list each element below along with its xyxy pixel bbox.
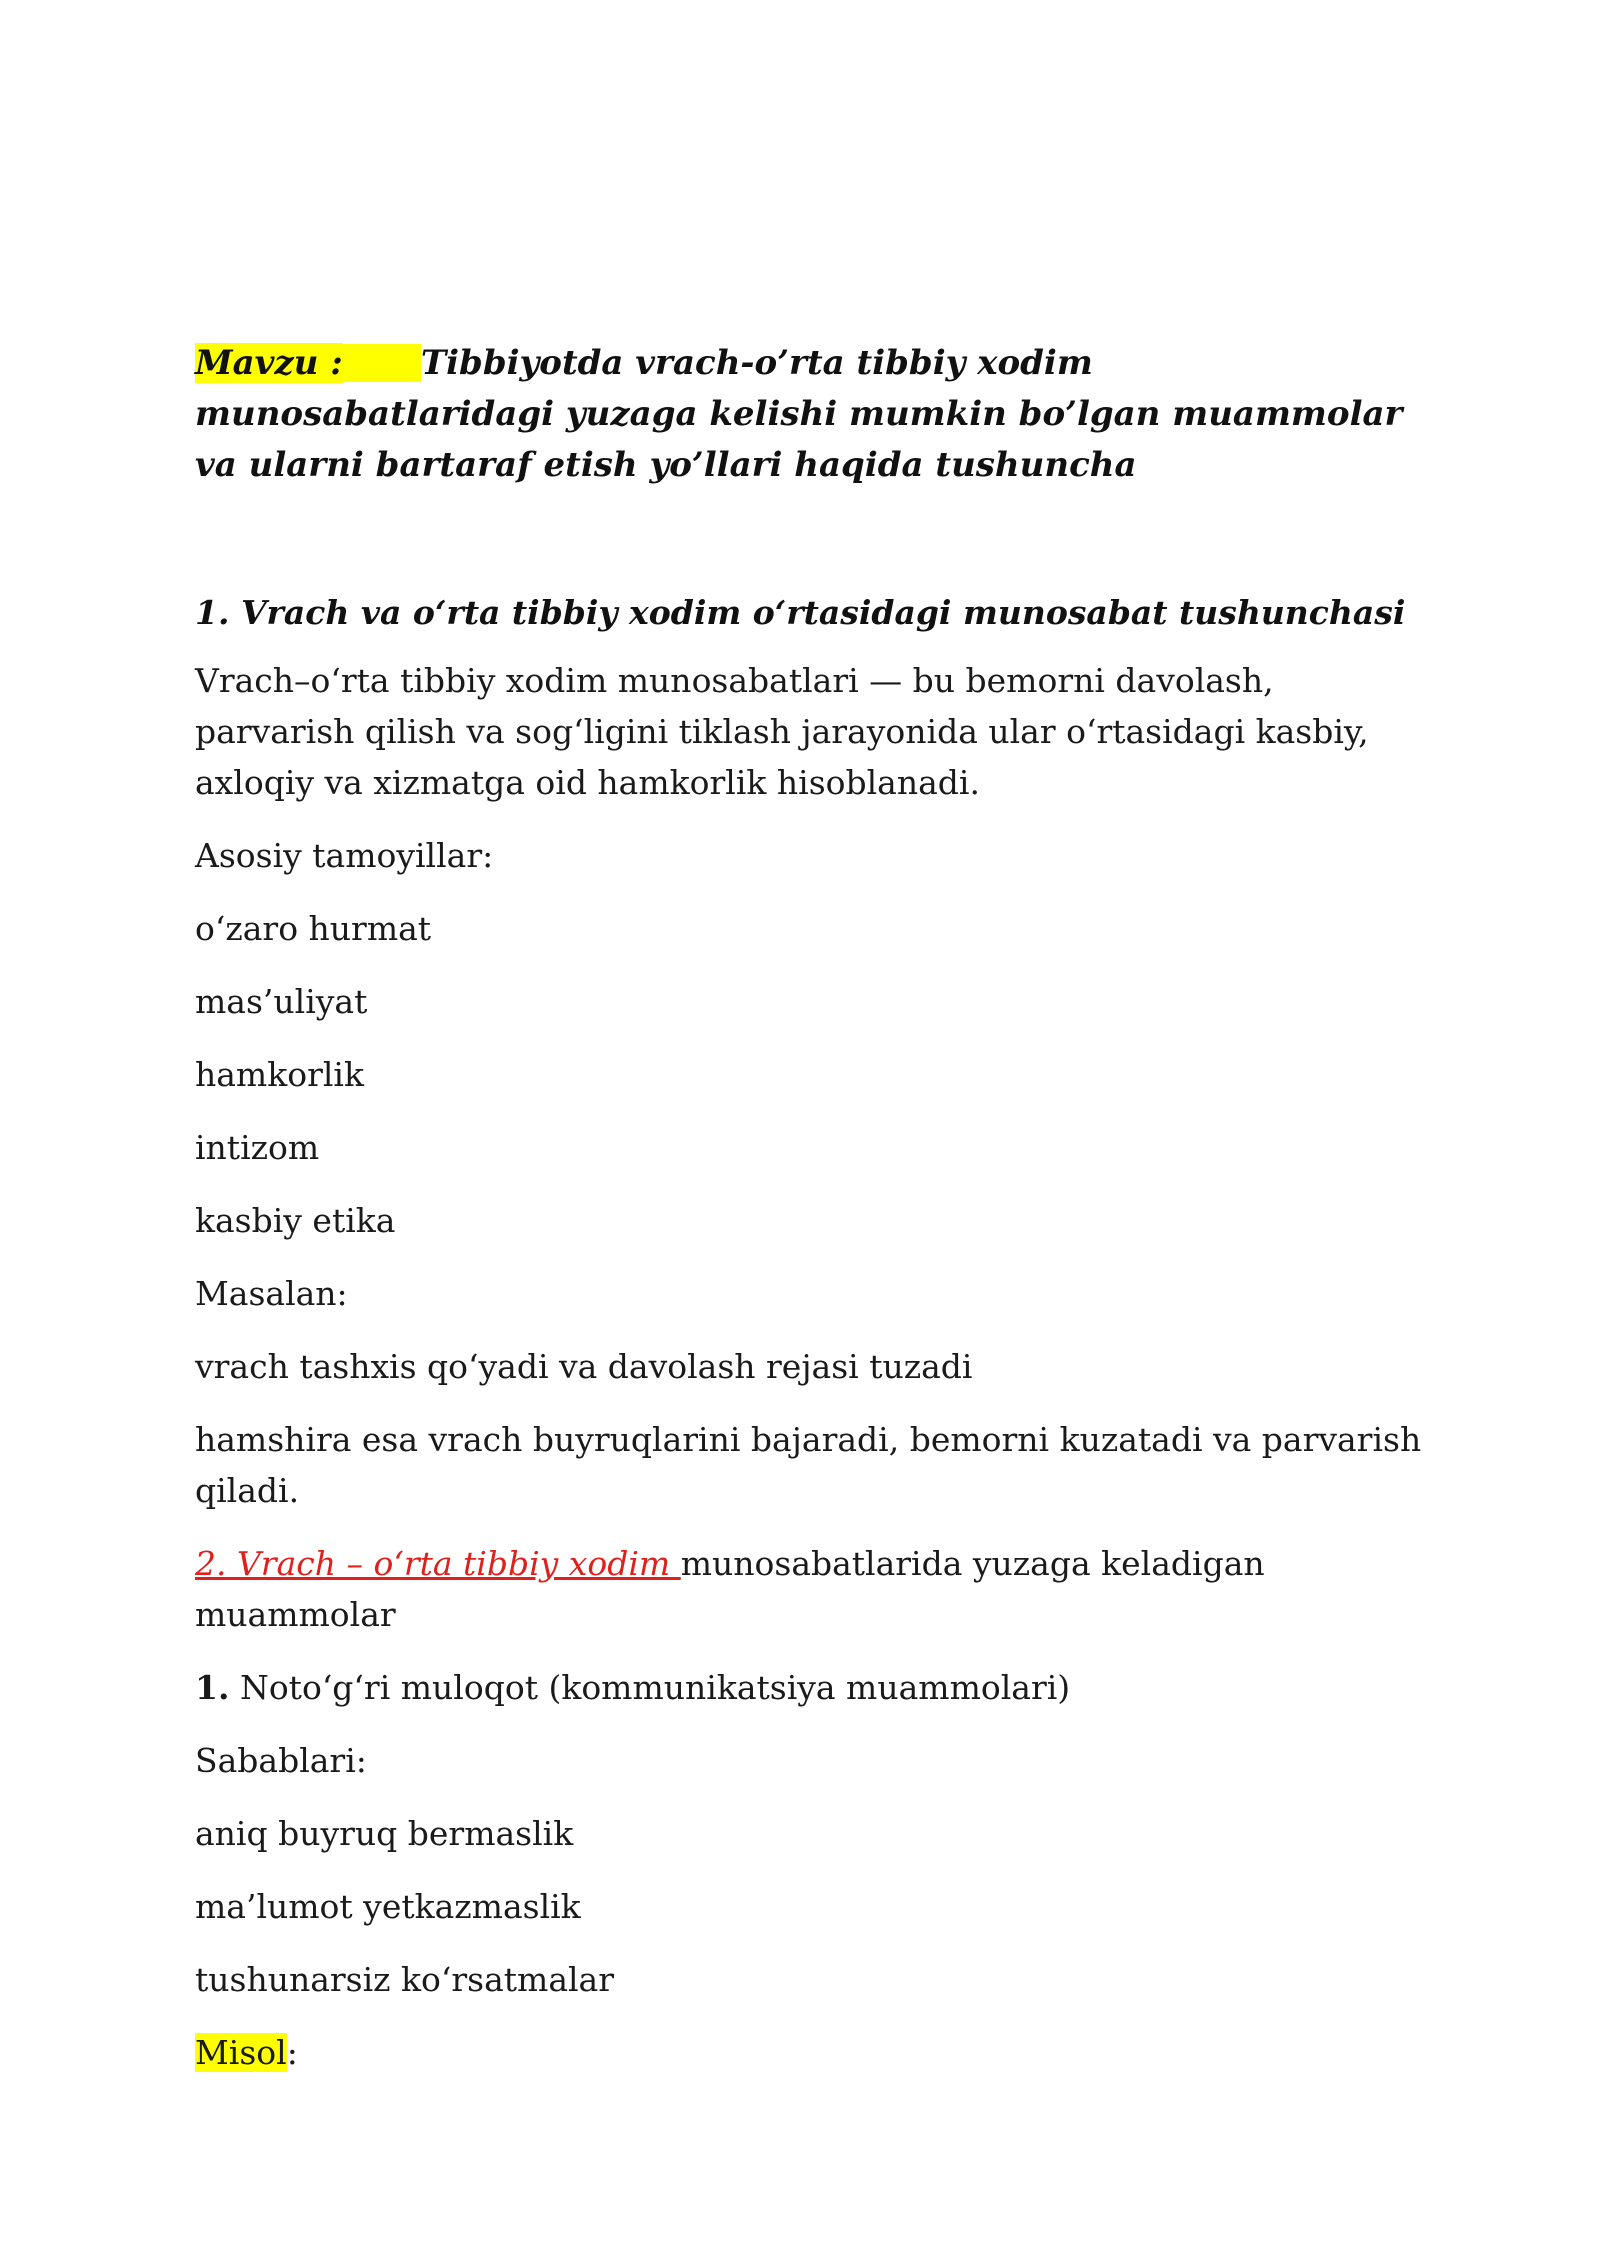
title-highlight-gap xyxy=(343,344,421,382)
principle-item: mas’uliyat xyxy=(195,982,368,1021)
cause-item: tushunarsiz ko‘rsatmalar xyxy=(195,1960,614,1999)
title-text: Tibbiyotda vrach-o’rta tibbiy xodim munosabatlaridagi yuzaga kelishi mumkin bo’lgan muammolar va ularni bartaraf etish yo’llari haqida tushuncha xyxy=(195,343,1403,485)
principle-item: hamkorlik xyxy=(195,1055,364,1094)
principles-label: Asosiy tamoyillar: xyxy=(195,836,494,875)
misol-label: Misol xyxy=(195,2033,287,2072)
principle-item: kasbiy etika xyxy=(195,1201,396,1240)
section-2-link[interactable]: 2. Vrach – o‘rta tibbiy xodim xyxy=(195,1544,681,1583)
principle-item: o‘zaro hurmat xyxy=(195,909,432,948)
example-item: hamshira esa vrach buyruqlarini bajaradi, bemorni kuzatadi va parvarish qiladi. xyxy=(195,1420,1422,1510)
document-title xyxy=(195,338,1425,491)
section-1-heading: 1. Vrach va o‘rta tibbiy xodim o‘rtasidagi munosabat tushunchasi xyxy=(195,593,1406,632)
definition-paragraph: Vrach–o‘rta tibbiy xodim munosabatlari — bu bemorni davolash, parvarish qilish va sog‘ligini tiklash jarayonida ular o‘rtasidagi kasbiy, axloqiy va xizmatga oid hamkorlik hisoblanadi. xyxy=(195,661,1369,802)
cause-item: aniq buyruq bermaslik xyxy=(195,1814,574,1853)
section-2-rest: munosabatlarida yuzaga keladigan muammolar xyxy=(195,1544,1265,1634)
example-item: vrach tashxis qo‘yadi va davolash rejasi tuzadi xyxy=(195,1347,973,1386)
problem-1-number: 1. xyxy=(195,1668,230,1707)
cause-item: ma’lumot yetkazmaslik xyxy=(195,1887,581,1926)
title-label: Mavzu : xyxy=(195,343,343,383)
section-2-heading xyxy=(195,1538,1425,1640)
example-label: Masalan: xyxy=(195,1274,348,1313)
misol-line xyxy=(195,2027,1425,2078)
causes-label: Sabablari: xyxy=(195,1741,367,1780)
document-body xyxy=(195,338,1425,2078)
problem-1-text: Noto‘g‘ri muloqot (kommunikatsiya muammolari) xyxy=(229,1668,1071,1707)
misol-colon: : xyxy=(286,2033,298,2072)
principle-item: intizom xyxy=(195,1128,320,1167)
problem-1 xyxy=(195,1662,1425,1713)
